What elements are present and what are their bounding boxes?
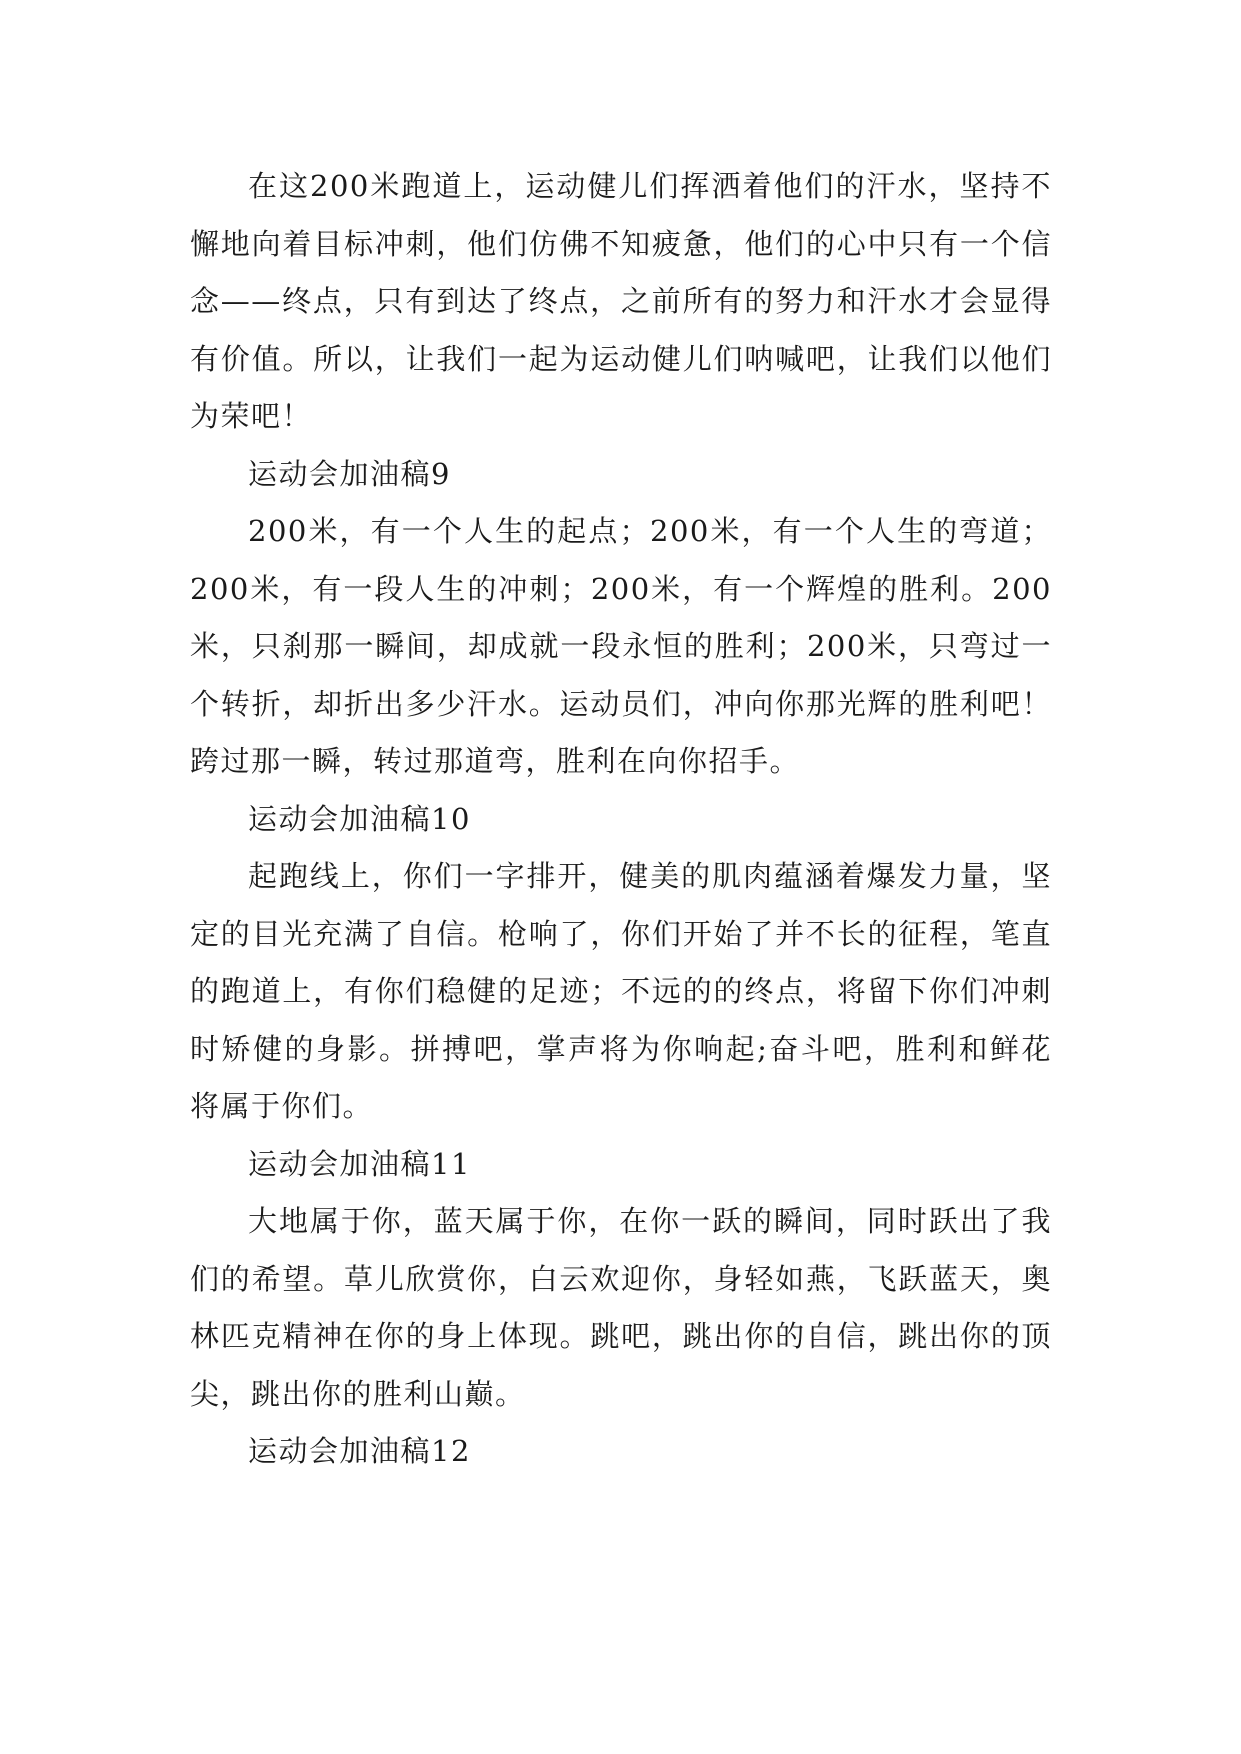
heading-cheer-11: 运动会加油稿11 [248,1146,471,1181]
paragraph-jump: 大地属于你，蓝天属于你，在你一跃的瞬间，同时跃出了我们的希望。草儿欣赏你，白云欢迎你，身轻如燕，飞跃蓝天，奥林匹克精神在你的身上体现。跳吧，跳出你的自信，跳出你的顶尖，跳出你的胜利山巅。 [190,1204,1052,1411]
heading-cheer-12: 运动会加油稿12 [248,1434,471,1468]
heading-cheer-10: 运动会加油稿10 [248,801,471,836]
heading-cheer-9: 运动会加油稿9 [248,456,451,491]
paragraph-200m-track: 在这200米跑道上，运动健儿们挥洒着他们的汗水，坚持不懈地向着目标冲刺，他们仿佛不知疲惫，他们的心中只有一个信念——终点，只有到达了终点，之前所有的努力和汗水才会显得有价值。所以，让我们一起为运动健儿们呐喊吧，让我们以他们为荣吧！ [190,169,1052,433]
document-body [190,158,1052,1481]
paragraph-200m-life: 200米，有一个人生的起点；200米，有一个人生的弯道；200米，有一段人生的冲刺；200米，有一个辉煌的胜利。200米，只刹那一瞬间，却成就一段永恒的胜利；200米，只弯过一个转折，却折出多少汗水。运动员们，冲向你那光辉的胜利吧！跨过那一瞬，转过那道弯，胜利在向你招手。 [190,514,1052,778]
paragraph-starting-line: 起跑线上，你们一字排开，健美的肌肉蕴涵着爆发力量，坚定的目光充满了自信。枪响了，你们开始了并不长的征程，笔直的跑道上，有你们稳健的足迹；不远的的终点，将留下你们冲刺时矫健的身影。拼搏吧，掌声将为你响起;奋斗吧，胜利和鲜花将属于你们。 [190,859,1052,1123]
